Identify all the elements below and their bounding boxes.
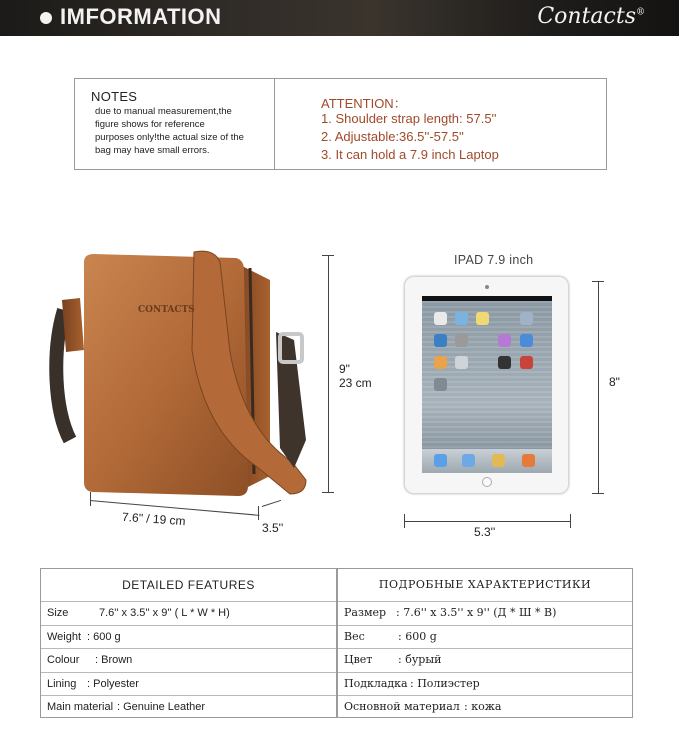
contacts-app-icon <box>455 312 468 325</box>
bag-height-in: 9" <box>339 362 350 376</box>
ipad-height-line <box>598 281 599 493</box>
bag-height-tick-bottom <box>322 492 334 493</box>
row-key: Size <box>47 607 69 619</box>
table-row <box>41 648 336 672</box>
table-row <box>41 601 336 625</box>
attention-item: 3. It can hold a 7.9 inch Laptop <box>321 147 499 162</box>
photos-app-icon <box>492 454 505 467</box>
row-key: Цвет <box>344 653 373 666</box>
notes-attention-box <box>74 78 607 170</box>
row-value: : 7.6'' x 3.5'' x 9'' (Д * Ш * В) <box>396 606 557 619</box>
row-key: Weight <box>47 630 82 643</box>
music-app-icon <box>522 454 535 467</box>
notes-divider <box>274 79 275 169</box>
settings-app-icon <box>434 378 447 391</box>
ipad-home-button <box>482 477 492 487</box>
brand-logo <box>537 4 645 29</box>
ipad-dock <box>422 449 552 473</box>
bag-width-tick-left <box>90 492 91 506</box>
videos-app-icon <box>434 334 447 347</box>
row-value: : 600 g <box>87 630 121 643</box>
mail-app-icon <box>462 454 475 467</box>
bag-height-line <box>328 255 329 493</box>
ipad-screen <box>422 296 552 473</box>
facetime-app-icon <box>455 356 468 369</box>
notes-app-icon <box>476 312 489 325</box>
ipad-camera-icon <box>485 285 489 289</box>
row-value: : кожа <box>464 700 502 713</box>
leather-bag-image <box>44 240 324 510</box>
youtube-app-icon <box>455 334 468 347</box>
notes-title: NOTES <box>91 89 138 104</box>
table-row <box>41 695 336 719</box>
bag-width-label: 7.6" / 19 cm <box>121 509 187 529</box>
notes-line: figure shows for reference <box>95 119 205 130</box>
bag-illustration <box>44 240 324 510</box>
bag-height-cm: 23 cm <box>339 376 372 390</box>
ipad-height-tick-bottom <box>592 493 604 494</box>
ipad-width-tick-left <box>404 514 405 528</box>
safari-app-icon <box>434 454 447 467</box>
ipad-height-tick-top <box>592 281 604 282</box>
row-value: : Genuine Leather <box>117 701 206 713</box>
row-value: : бурый <box>398 653 442 666</box>
table-row <box>338 695 632 719</box>
row-value: 7.6'' x 3.5'' x 9'' ( L * W * H) <box>99 607 230 619</box>
bag-brand-stamp: CONTACTS <box>138 305 195 315</box>
notes-line: due to manual measurement,the <box>95 106 232 117</box>
features-table-en <box>40 568 337 718</box>
features-title-ru: ПОДРОБНЫЕ ХАРАКТЕРИСТИКИ <box>378 578 592 591</box>
row-key: Вес <box>344 629 365 643</box>
ipad-image <box>404 276 569 494</box>
table-row <box>338 648 632 672</box>
bag-depth-label: 3.5'' <box>262 521 284 535</box>
bag-width-tick-right <box>258 506 259 520</box>
camera-app-icon <box>498 356 511 369</box>
row-key: Colour <box>47 654 80 666</box>
appstore-app-icon <box>520 334 533 347</box>
ipad-label: IPAD 7.9 inch <box>454 253 534 267</box>
row-value: : Полиэстер <box>410 676 480 690</box>
notes-line: purposes only!the actual size of the <box>95 132 244 143</box>
table-row <box>41 625 336 649</box>
table-row <box>338 625 632 649</box>
bullet-dot-icon <box>40 12 52 24</box>
row-key: Lining <box>47 677 77 690</box>
notes-line: bag may have small errors. <box>95 145 210 156</box>
brand-logo-text: Contacts <box>537 4 636 29</box>
attention-item: 2. Adjustable:36.5''-57.5'' <box>321 129 464 144</box>
ipad-width-label: 5.3'' <box>474 525 496 539</box>
itunes-app-icon <box>498 334 511 347</box>
bag-height-tick-top <box>322 255 334 256</box>
registered-mark: ® <box>636 7 645 18</box>
row-value: : 600 g <box>398 629 437 643</box>
photobooth-app-icon <box>520 356 533 369</box>
notes-body <box>95 105 265 157</box>
attention-item: 1. Shoulder strap length: 57.5'' <box>321 111 497 126</box>
attention-title: ATTENTION： <box>321 96 407 111</box>
features-table-ru <box>337 568 633 718</box>
row-key: Подкладка <box>344 676 408 690</box>
ipad-width-line <box>404 521 570 522</box>
calendar-app-icon <box>434 312 447 325</box>
ipad-height-label: 8" <box>609 375 620 389</box>
features-title-en: DETAILED FEATURES <box>122 578 255 592</box>
row-key: Main material <box>47 701 114 713</box>
maps-app-icon <box>520 312 533 325</box>
table-row <box>338 601 632 625</box>
row-key: Размер <box>344 606 387 619</box>
row-value: : Brown <box>95 654 133 666</box>
row-key: Основной материал <box>344 700 460 713</box>
gamecenter-app-icon <box>434 356 447 369</box>
banner-title: IMFORMATION <box>60 4 222 29</box>
ipad-width-tick-right <box>570 514 571 528</box>
header-banner <box>0 0 679 36</box>
table-row <box>41 672 336 696</box>
table-row <box>338 672 632 696</box>
row-value: : Polyester <box>87 677 139 690</box>
